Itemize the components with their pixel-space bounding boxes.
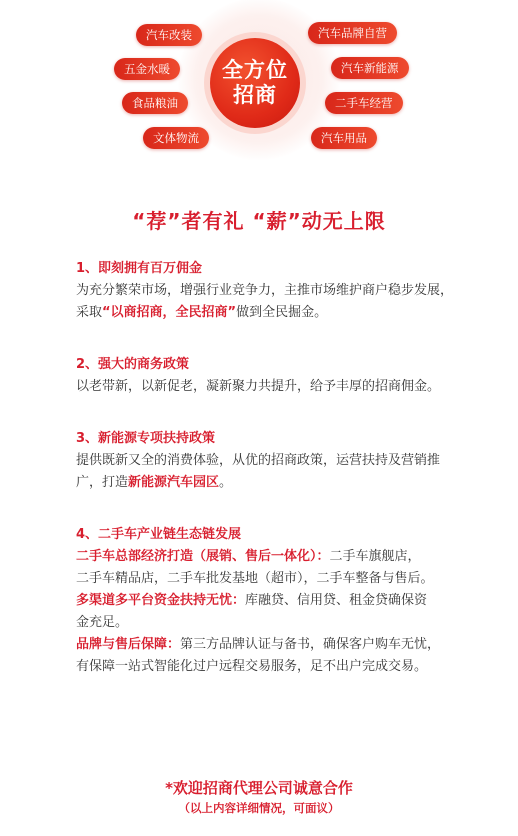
body-text: 。 (219, 475, 233, 490)
highlight-text: “以商招商，全民招商” (102, 305, 237, 320)
section-item (76, 590, 460, 612)
item-label: 二手车总部经济打造（展销、售后一体化）： (76, 549, 330, 564)
section-heading: 3、新能源专项扶持政策 (76, 431, 216, 446)
item-text: 有保障一站式智能化过户远程交易服务，足不出户完成交易。 (76, 659, 428, 674)
body-text: 为充分繁荣市场，增强行业竞争力，主推市场维护商户稳步发展，采取 (76, 283, 454, 320)
section-item (76, 546, 460, 568)
section-body: 以老带新，以新促老，凝新聚力共提升，给予丰厚的招商佣金。 (76, 379, 441, 394)
item-text: 金充足。 (76, 615, 129, 630)
highlight-text: 新能源汽车园区 (128, 475, 220, 490)
center-title-line2: 招商 (233, 83, 277, 107)
item-label: 品牌与售后保障： (76, 637, 181, 652)
section-heading: 1、即刻拥有百万佣金 (76, 261, 203, 276)
section-heading: 4、二手车产业链生态链发展 (76, 527, 242, 542)
center-title-line1: 全方位 (222, 58, 288, 82)
category-pill: 二手车经营 (325, 92, 403, 114)
section-body (76, 450, 460, 494)
section-body (76, 280, 460, 324)
section-item (76, 634, 460, 656)
body-text: 做到全民掘金。 (236, 305, 328, 320)
footer-note: （以上内容详细情况，可面议） (178, 801, 340, 815)
category-pill: 五金水暖 (114, 58, 180, 80)
policy-section-2 (76, 354, 460, 398)
category-pill: 文体物流 (143, 127, 209, 149)
category-pill: 汽车改装 (136, 24, 202, 46)
category-pill: 汽车新能源 (331, 57, 409, 79)
category-pill: 汽车用品 (311, 127, 377, 149)
footer (0, 777, 518, 816)
center-circle (210, 38, 300, 128)
section-heading: 2、强大的商务政策 (76, 357, 190, 372)
policy-content (76, 258, 460, 708)
policy-section-1 (76, 258, 460, 324)
item-text: 二手车精品店，二手车批发基地（超市），二手车整备与售后。 (76, 571, 434, 586)
category-pill: 食品粮油 (122, 92, 188, 114)
investment-diagram (0, 0, 518, 180)
body-text: 提供既新又全的消费体验，从优的招商政策，运营扶持及营销推广，打造 (76, 453, 441, 490)
item-text: 第三方品牌认证与备书，确保客户购车无忧， (180, 637, 441, 652)
item-text: 库融贷、信用贷、租金贷确保资 (245, 593, 428, 608)
item-label: 多渠道多平台资金扶持无忧： (76, 593, 246, 608)
section-title: “荐”者有礼 “薪”动无上限 (132, 209, 386, 233)
policy-section-4 (76, 524, 460, 678)
item-text: 二手车旗舰店， (329, 549, 421, 564)
policy-section-3 (76, 428, 460, 494)
category-pill: 汽车品牌自营 (308, 22, 397, 44)
footer-invitation: *欢迎招商代理公司诚意合作 (165, 779, 353, 797)
